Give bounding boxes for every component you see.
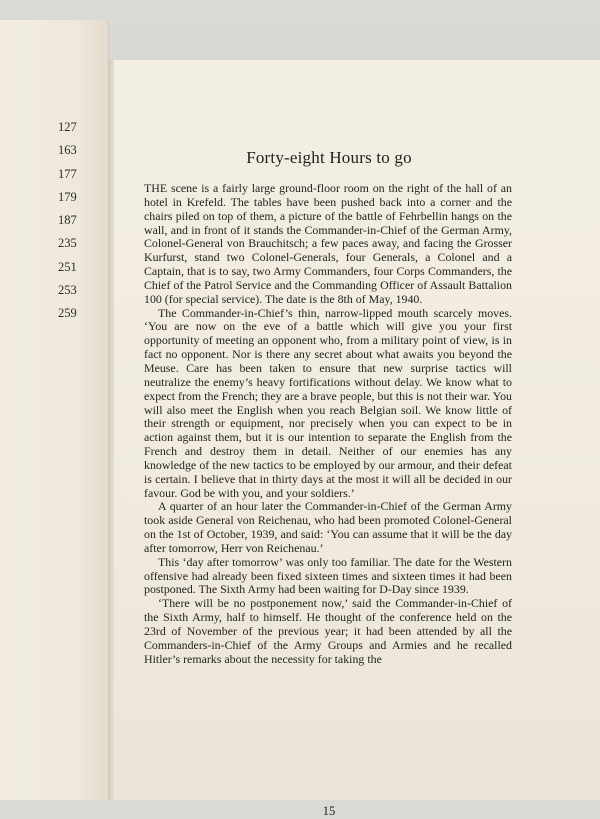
contents-page-numbers — [58, 116, 98, 326]
contents-number: 253 — [58, 283, 77, 298]
paragraph: This ‘day after tomorrow’ was only too familiar. The date for the Western offensive had already been fixed sixteen times and sixteen times it had been postponed. The Sixth Army had been waiting for D-Day since 1939. — [144, 554, 512, 597]
contents-number: 163 — [58, 143, 77, 158]
paragraph: The Commander-in-Chief’s thin, narrow-lipped mouth scarcely moves. ‘You are now on the eve of a battle which will give you your first opportunity of meeting an opponent who, from a military point of view, is in fact no opponent. Nor is there any secret about what awaits you beyond the Meuse. Care has been taken to ensure that new surprise tactics will neutralize the enemy’s heavy fortifications without delay. We know what to expect from the French; they are a brave people, but this is not their war. You will also meet the English when you reach Belgian soil. We know little of their strength or equipment, nor precisely when you can expect to be in action against them, but it is our intention to separate the English from the French and destroy them in detail. Neither of our enemies has any knowledge of the new tactics to be employed by our armour, and their defeat is certain. I believe that in thirty days at the most it will all be decided in our favour. God be with you, and your soldiers.’ — [144, 305, 512, 500]
contents-number: 259 — [58, 306, 77, 321]
contents-number: 177 — [58, 166, 77, 181]
page-number: 15 — [322, 804, 336, 818]
right-page — [114, 60, 600, 818]
paragraph: ‘There will be no postponement now,’ said the Commander-in-Chief of the Sixth Army, half to himself. He thought of the conference held on the 23rd of November of the previous year; it had been attended by all the Commanders-in-Chief of the Army Groups and Armies and he recalled Hitler’s remarks about the necessity for taking the — [144, 596, 512, 666]
left-page — [0, 20, 109, 800]
body-text — [144, 182, 512, 667]
paragraph: THE scene is a fairly large ground-floor room on the right of the hall of an hotel in Krefeld. The tables have been pushed back into a corner and the chairs piled on top of them, a picture of the battle of Fehrbellin hangs on the wall, and in front of it stands the Commander-in-Chief of the German Army, Colonel-General von Brauchitsch; a few paces away, and facing the Grosser Kurfurst, stand two Colonel-Generals, four Generals, a Colonel and a Captain, that is to say, two Army Commanders, four Corps Commanders, the Chief of the Patrol Service and the Commanding Officer of Assault Battalion 100 (for special service). The date is the 8th of May, 1940. — [144, 181, 512, 306]
contents-number: 235 — [58, 236, 77, 251]
contents-number: 187 — [58, 213, 77, 228]
chapter-title: Forty-eight Hours to go — [246, 148, 412, 167]
contents-number: 251 — [58, 259, 77, 274]
paragraph: A quarter of an hour later the Commander-in-Chief of the German Army took aside General von Reichenau, who had been promoted Colonel-General on the 1st of October, 1939, and said: ‘You can assume that it will be the day after tomorrow, Herr von Reichenau.’ — [144, 499, 512, 555]
contents-number: 179 — [58, 189, 77, 204]
contents-number: 127 — [58, 120, 77, 134]
